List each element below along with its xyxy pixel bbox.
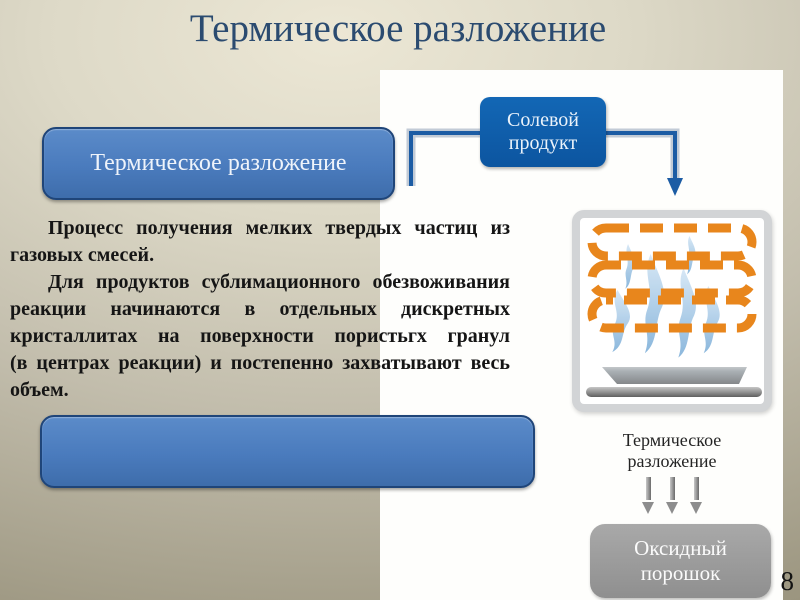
body-text-line: реакции начинаются в отдельных дискретных xyxy=(10,298,510,320)
page-number: 8 xyxy=(780,566,794,596)
heating-coil-icon xyxy=(592,228,752,328)
oxide-powder-label-line2: порошок xyxy=(640,561,721,585)
empty-blue-box xyxy=(40,415,535,488)
body-text-line: Для продуктов сублимационного обезвоживания xyxy=(48,271,510,293)
down-arrow-icon xyxy=(642,477,654,514)
body-text-line: (в центрах реакции) и постепенно захватывают весь xyxy=(10,352,510,374)
body-text-line: объем. xyxy=(10,379,69,401)
thermal-decomposition-box xyxy=(42,127,395,200)
furnace-icon xyxy=(572,210,772,412)
body-text xyxy=(10,215,510,404)
arrow-head-icon xyxy=(667,178,683,196)
body-text-line: Процесс получения мелких твердых частиц из xyxy=(48,217,510,239)
salt-product-label-line2: продукт xyxy=(508,132,578,154)
process-label-line1: Термическое xyxy=(622,430,722,450)
down-arrow-icon xyxy=(690,477,702,514)
oxide-powder-box xyxy=(590,524,771,598)
thermal-decomposition-label: Термическое разложение xyxy=(90,150,347,176)
oxide-powder-label-line1: Оксидный xyxy=(634,536,727,560)
process-label-line2: разложение xyxy=(627,451,717,471)
salt-product-label-line1: Солевой xyxy=(507,109,579,131)
slide-title: Термическое разложение xyxy=(189,7,607,50)
down-arrows xyxy=(572,477,772,514)
process-label xyxy=(572,430,772,472)
furnace-base-icon xyxy=(586,387,762,397)
salt-product-box xyxy=(480,97,606,167)
furnace-graphic xyxy=(580,218,764,404)
body-text-line: кристаллитах на поверхности пористьгх гранул xyxy=(10,325,510,347)
body-text-line: газовых смесей. xyxy=(10,244,155,266)
down-arrow-icon xyxy=(666,477,678,514)
dish-icon xyxy=(602,367,747,384)
